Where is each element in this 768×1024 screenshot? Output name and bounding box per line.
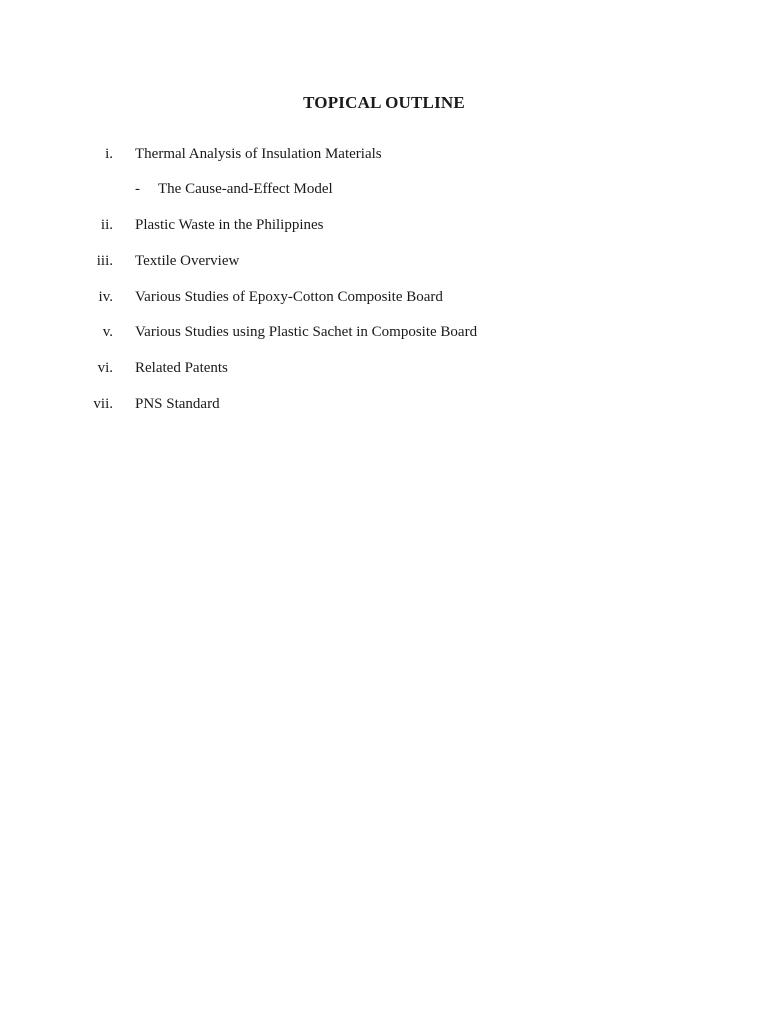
outline-item-number: i.: [105, 146, 113, 162]
outline-item-label: Textile Overview: [135, 253, 240, 269]
page-title: TOPICAL OUTLINE: [303, 93, 465, 112]
outline-item-label: PNS Standard: [135, 396, 220, 412]
outline-item-4: [0, 286, 768, 308]
outline-subitem-marker: -: [135, 181, 140, 197]
outline-item-number: v.: [102, 324, 113, 340]
outline-item-3: [0, 250, 768, 272]
outline-item-number: ii.: [100, 217, 113, 233]
outline-item-number: iii.: [96, 253, 113, 269]
outline-item-1: [0, 143, 768, 165]
outline-subitem-1: [0, 178, 768, 200]
outline-item-number: iv.: [98, 289, 113, 305]
outline-item-5: [0, 321, 768, 343]
outline-item-number: vii.: [93, 396, 113, 412]
outline-item-number: vi.: [97, 360, 113, 376]
outline-item-label: Various Studies using Plastic Sachet in Composite Board: [135, 324, 478, 340]
outline-item-label: Related Patents: [135, 360, 228, 376]
outline-item-label: Thermal Analysis of Insulation Materials: [135, 146, 382, 162]
outline-subitem-label: The Cause-and-Effect Model: [158, 181, 333, 197]
outline-item-2: [0, 214, 768, 236]
outline-item-7: [0, 393, 768, 415]
outline-item-label: Plastic Waste in the Philippines: [135, 217, 324, 233]
outline-item-label: Various Studies of Epoxy-Cotton Composite Board: [135, 289, 443, 305]
outline-item-6: [0, 357, 768, 379]
